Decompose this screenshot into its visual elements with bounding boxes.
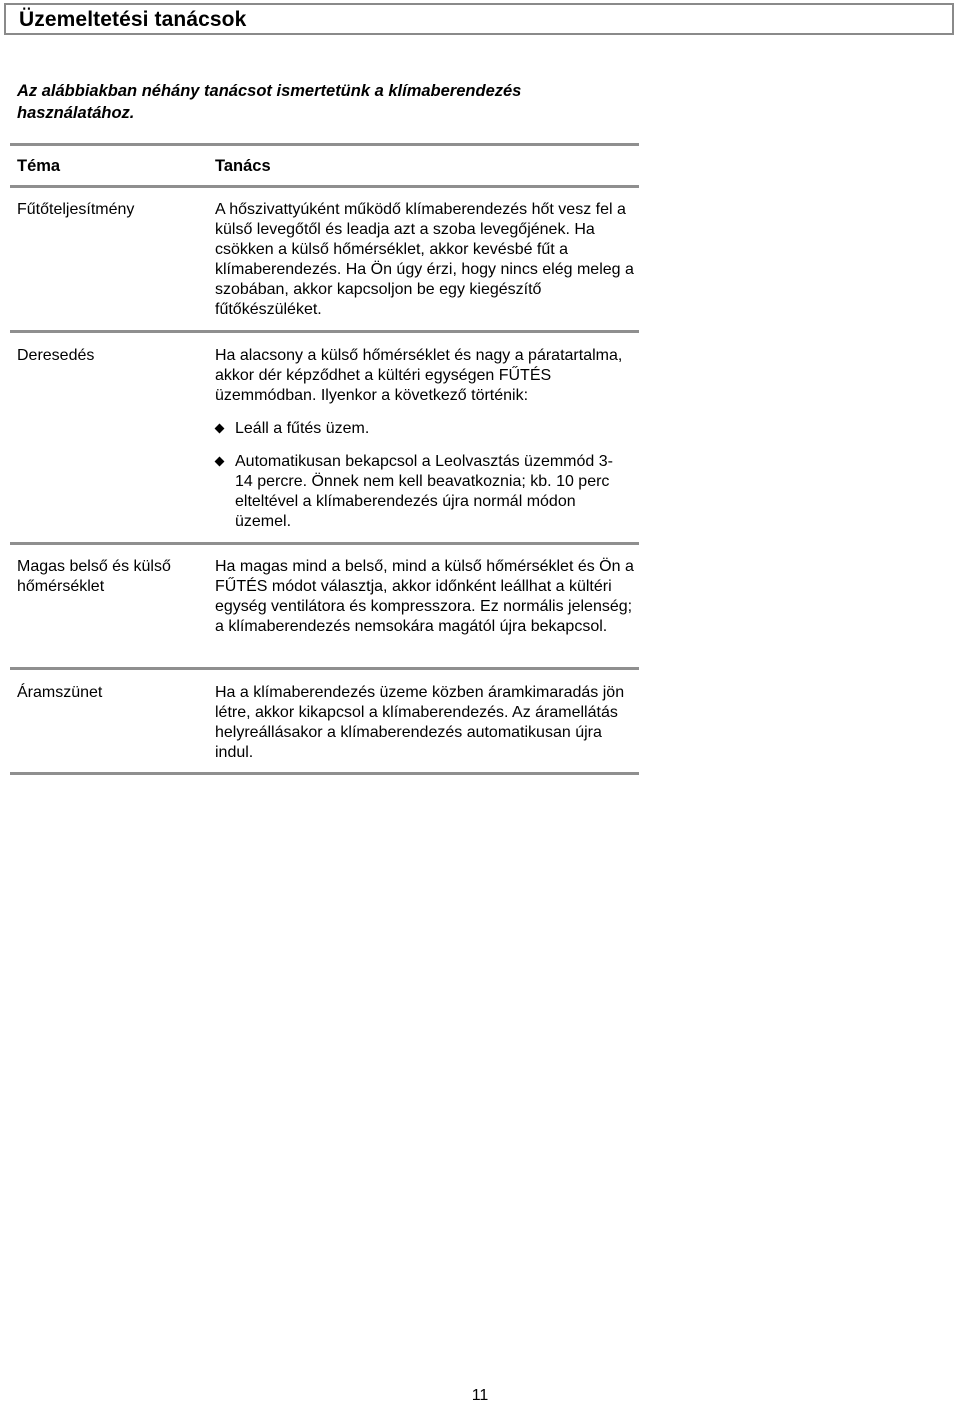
row-separator-3 (10, 667, 639, 670)
table-top-rule (10, 143, 639, 146)
row-topic-power-outage: Áramszünet (17, 684, 103, 701)
page-number: 11 (471, 1387, 489, 1404)
intro-text: Az alábbiakban néhány tanácsot ismertetünk a klímaberendezés használatához. (17, 82, 522, 122)
title-box (4, 3, 954, 35)
row-advice-power-outage: Ha a klímaberendezés üzeme közben áramkimaradás jön létre, akkor kikapcsol a klímaberendezés. Az áramellátás helyreállásakor a klímaberendezés automatikusan újra indul. (215, 684, 625, 761)
bullet-text: Leáll a fűtés üzem. (235, 420, 370, 437)
diamond-bullet-icon (215, 424, 225, 434)
row-topic-heating-capacity: Fűtőteljesítmény (17, 201, 135, 218)
header-topic: Téma (17, 157, 61, 175)
table-bottom-rule (10, 772, 639, 775)
row-advice-frosting: Ha alacsony a külső hőmérséklet és nagy a páratartalma, akkor dér képződhet a kültéri egységen FŰTÉS üzemmódban. Ilyenkor a következő történik: (215, 347, 623, 404)
row-topic-frosting: Deresedés (17, 347, 95, 364)
bullet-text: Automatikusan bekapcsol a Leolvasztás üzemmód 3-14 percre. Önnek nem kell beavatkoznia; kb. 10 perc elteltével a klímaberendezés újra normál módon üzemel. (235, 453, 613, 530)
header-advice: Tanács (215, 157, 271, 175)
header-bottom-rule (10, 185, 639, 188)
row-advice-high-temperature: Ha magas mind a belső, mind a külső hőmérséklet és Ön a FŰTÉS módot választja, akkor időnként leállhat a kültéri egység ventilátora és kompresszora. Ez normális jelenség; a klímaberendezés nemsokára magától újra bekapcsol. (215, 558, 634, 635)
row-topic-high-temperature: Magas belső és külső hőmérséklet (17, 558, 171, 595)
row-separator-1 (10, 330, 639, 333)
row-advice-heating-capacity: A hőszivattyúként működő klímaberendezés hőt vesz fel a külső levegőtől és leadja azt a szoba levegőjének. Ha csökken a külső hőmérséklet, akkor kevésbé fűt a klímaberendezés. Ha Ön úgy érzi, hogy nincs elég meleg a szobában, akkor kapcsoljon be egy kiegészítő fűtőkészüléket. (215, 201, 634, 318)
diamond-bullet-icon (215, 457, 225, 467)
page-title: Üzemeltetési tanácsok (19, 8, 247, 31)
row-separator-2 (10, 542, 639, 545)
